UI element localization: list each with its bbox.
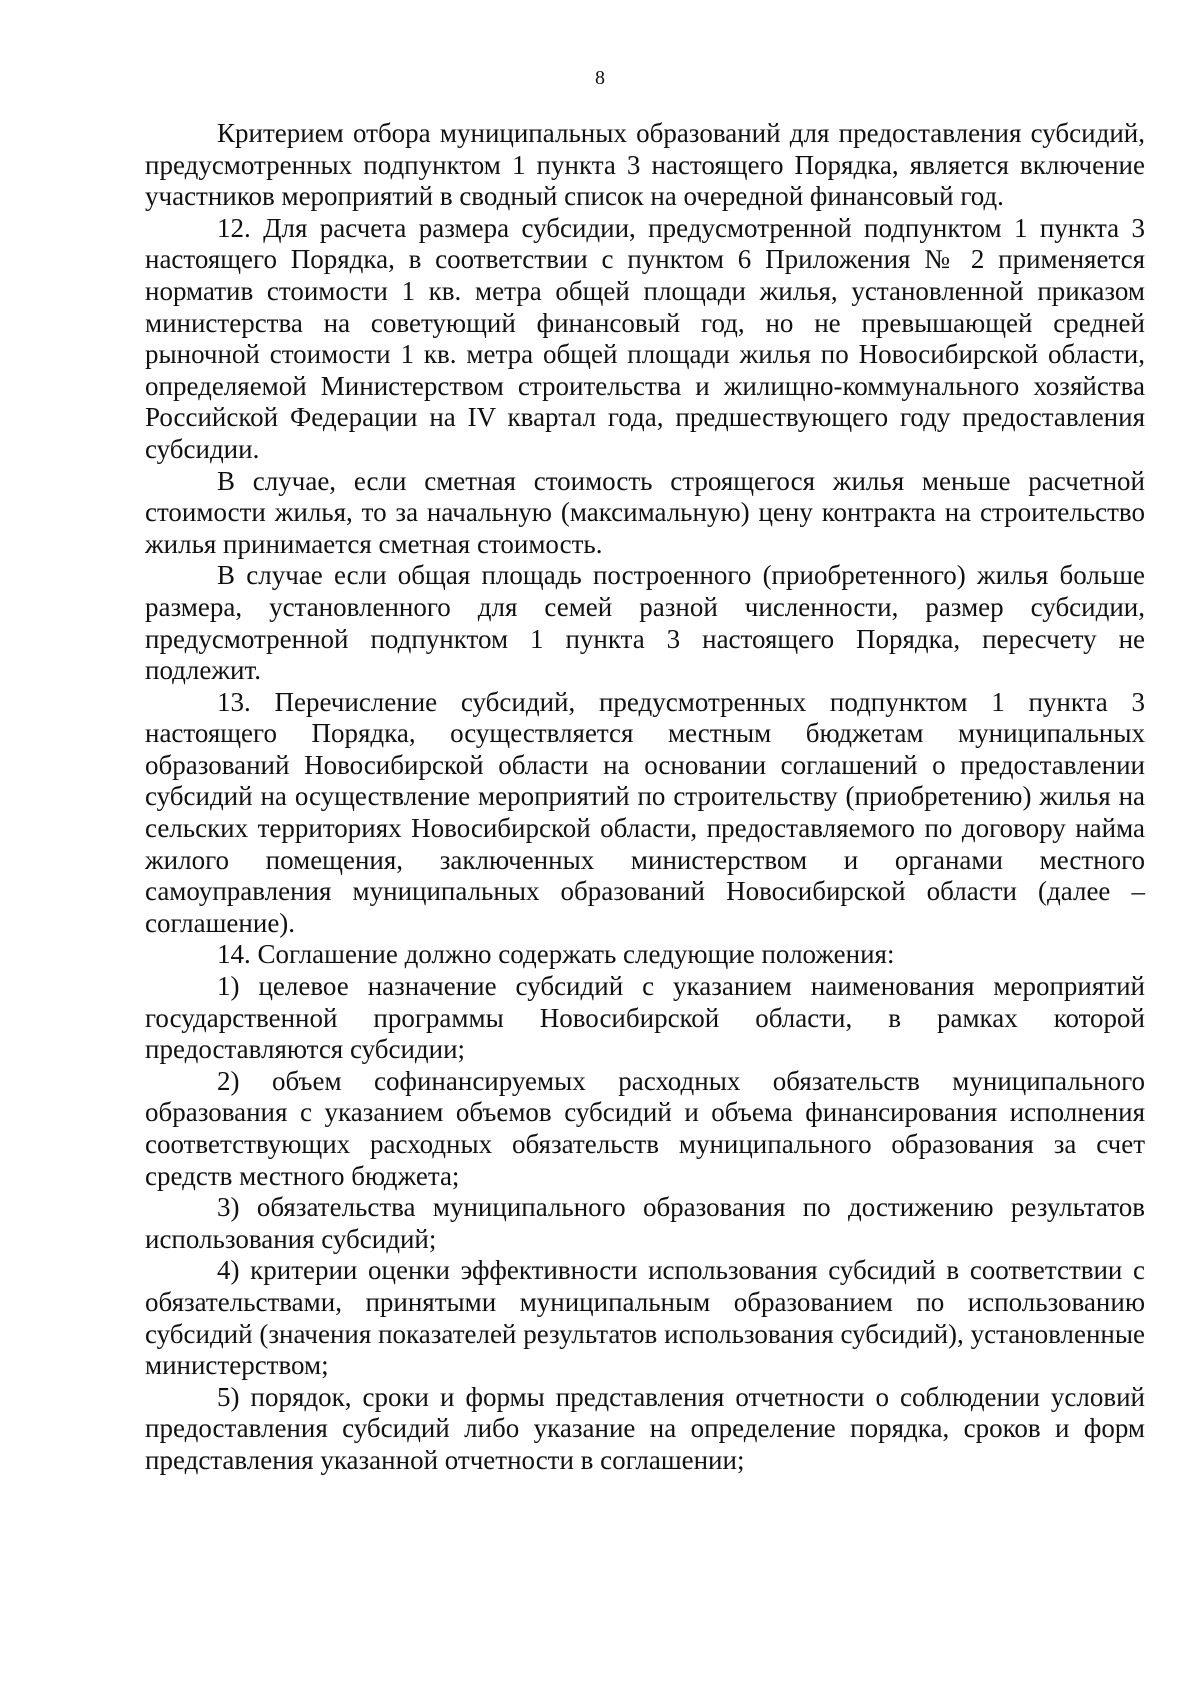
- document-body: [145, 118, 1145, 1477]
- page-number: 8: [595, 67, 605, 89]
- paragraph-area-exceeds: В случае если общая площадь построенного (приобретенного) жилья больше размера, установленного для семей разной численности, размер субсидии, предусмотренной подпунктом 1 пункта 3 настоящего Порядка, пересчету не подлежит.: [145, 560, 1145, 686]
- list-item-5: 5) порядок, сроки и формы представления отчетности о соблюдении условий предоставления субсидий либо указание на определение порядка, сроков и форм представления указанной отчетности в соглашении;: [145, 1381, 1145, 1475]
- paragraph-selection-criterion: Критерием отбора муниципальных образований для предоставления субсидий, предусмотренных подпунктом 1 пункта 3 настоящего Порядка, является включение участников мероприятий в сводный список на очередной финансовый год.: [145, 118, 1145, 212]
- list-item-4: 4) критерии оценки эффективности использования субсидий в соответствии с обязательствами, принятыми муниципальным образованием по использованию субсидий (значения показателей результатов использования субсидий), установленные министерством;: [145, 1255, 1145, 1381]
- paragraph-estimated-cost: В случае, если сметная стоимость строящегося жилья меньше расчетной стоимости жилья, то за начальную (максимальную) цену контракта на строительство жилья принимается сметная стоимость.: [145, 465, 1145, 559]
- paragraph-12: 12. Для расчета размера субсидии, предусмотренной подпунктом 1 пункта 3 настоящего Порядка, в соответствии с пунктом 6 Приложения № 2 применяется норматив стоимости 1 кв. метра общей площади жилья, установленной приказом министерства на советующий финансовый год, но не превышающей средней рыночной стоимости 1 кв. метра общей площади жилья по Новосибирской области, определяемой Министерством строительства и жилищно-коммунального хозяйства Российской Федерации на IV квартал года, предшествующего году предоставления субсидии.: [145, 212, 1145, 464]
- paragraph-14: 14. Соглашение должно содержать следующие положения:: [217, 939, 895, 970]
- paragraph-13: 13. Перечисление субсидий, предусмотренных подпунктом 1 пункта 3 настоящего Порядка, осуществляется местным бюджетам муниципальных образований Новосибирской области на основании соглашений о предоставлении субсидий на осуществление мероприятий по строительству (приобретению) жилья на сельских территориях Новосибирской области, предоставляемого по договору найма жилого помещения, заключенных министерством и органами местного самоуправления муниципальных образований Новосибирской области (далее – соглашение).: [145, 686, 1145, 938]
- list-item-1: 1) целевое назначение субсидий с указанием наименования мероприятий государственной программы Новосибирской области, в рамках которой предоставляются субсидии;: [145, 971, 1145, 1065]
- list-item-2: 2) объем софинансируемых расходных обязательств муниципального образования с указанием объемов субсидий и объема финансирования исполнения соответствующих расходных обязательств муниципального образования за счет средств местного бюджета;: [145, 1065, 1145, 1191]
- list-item-3: 3) обязательства муниципального образования по достижению результатов использования субсидий;: [145, 1192, 1145, 1254]
